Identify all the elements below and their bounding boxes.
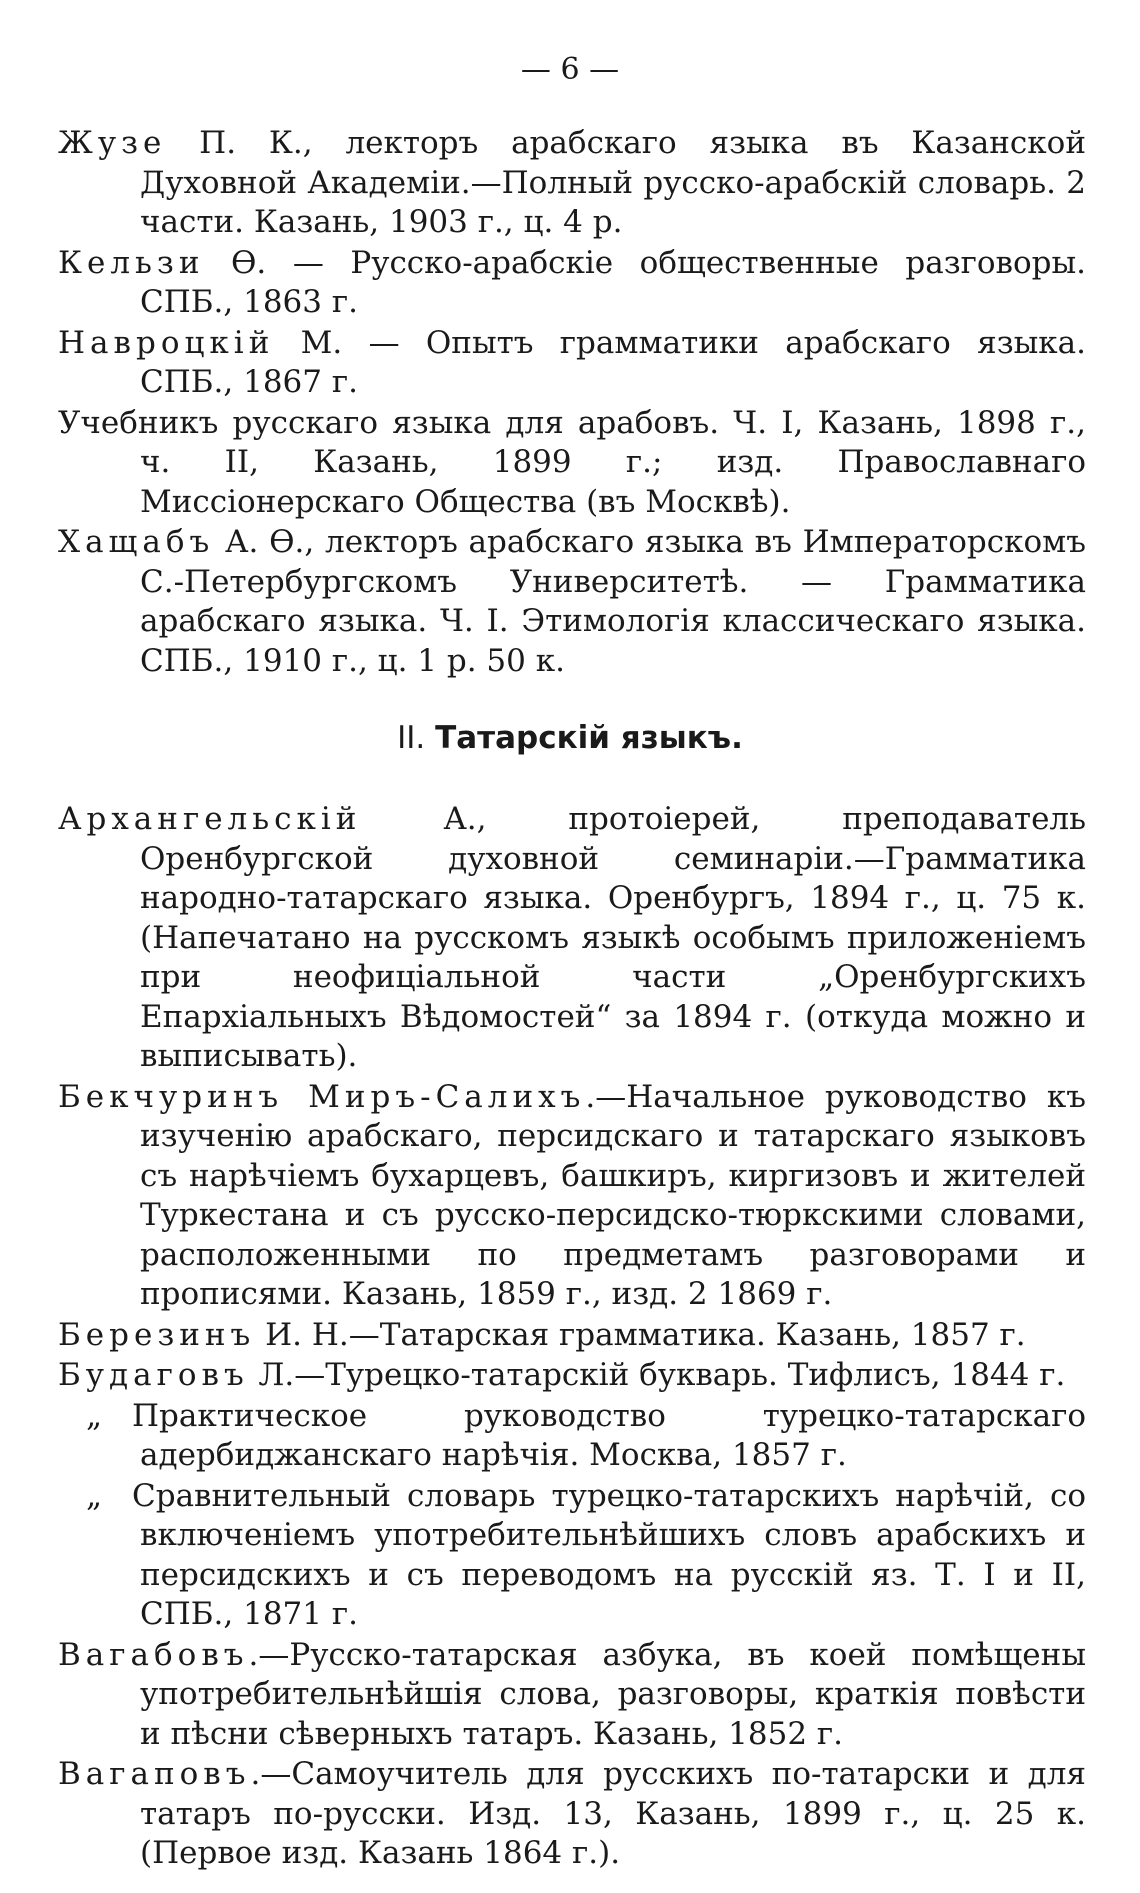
entry-author: Навроцкій: [58, 324, 275, 361]
entry-text: Практическое руководство турецко-татарскаго адербиджанскаго нарѣчія. Москва, 1857 г.: [132, 1397, 1086, 1473]
entry-author: Жузе: [58, 125, 167, 161]
entry-author: Вагаповъ: [58, 1756, 251, 1792]
bib-entry: [58, 1356, 1086, 1396]
bib-entry: [58, 124, 1086, 243]
bib-entry: [58, 800, 1086, 1077]
entry-text: Ѳ. — Русско-арабскіе общественные разговоры. СПБ., 1863 г.: [140, 244, 1086, 320]
bib-entry: [58, 523, 1086, 681]
entry-author: Березинъ: [58, 1316, 256, 1353]
entry-text: Сравнительный словарь турецко-татарскихъ нарѣчій, со включеніемъ употребительнѣйшихъ словъ арабскихъ и персидскихъ и съ переводомъ на русскій яз. Т. I и II, СПБ., 1871 г.: [132, 1477, 1086, 1632]
entries-list-arabic: [58, 124, 1086, 682]
bib-entry: [58, 324, 1086, 403]
ditto-mark: „: [86, 1397, 103, 1434]
page-number: — 6 —: [520, 52, 620, 87]
entry-text: П. К., лекторъ арабскаго языка въ Казанской Духовной Академіи.—Полный русско-арабскій словарь. 2 части. Казань, 1903 г., ц. 4 р.: [140, 125, 1086, 240]
entry-text: И. Н.—Татарская грамматика. Казань, 1857 г.: [255, 1316, 1026, 1353]
section-title-text: Татарскій языкъ.: [435, 720, 743, 756]
section-number: II.: [397, 720, 426, 756]
bib-entry-ditto: [58, 1397, 1086, 1476]
bib-entry: [58, 1636, 1086, 1755]
entry-text: .—Начальное руководство къ изученію арабскаго, персидскаго и татарскаго языковъ съ нарѣчіемъ бухарцевъ, башкиръ, киргизовъ и жителей Туркестана и съ русско-персидско-тюркскими словами, расположенными по предметамъ разговорами и прописями. Казань, 1859 г., изд. 2 1869 г.: [140, 1078, 1086, 1312]
entry-text: М. — Опытъ грамматики арабскаго языка. СПБ., 1867 г.: [140, 324, 1086, 400]
bib-entry: [58, 404, 1086, 523]
entry-author: Хащабъ: [58, 524, 215, 560]
bib-entry: [58, 244, 1086, 323]
bib-entry: [58, 1316, 1086, 1356]
entry-author: Вагабовъ: [58, 1636, 249, 1673]
entry-text: А. Ѳ., лекторъ арабскаго языка въ Императорскомъ С.-Петербургскомъ Университетѣ. — Грамматика арабскаго языка. Ч. I. Этимологія классическаго языка. СПБ., 1910 г., ц. 1 р. 50 к.: [140, 524, 1086, 679]
entry-author: Архангельскій: [58, 801, 362, 837]
bib-entry: [58, 1755, 1086, 1874]
entry-text: .—Самоучитель для русскихъ по-татарски и для татаръ по-русски. Изд. 13, Казань, 1899 г., ц. 25 к. (Первое изд. Казань 1864 г.).: [140, 1756, 1086, 1871]
entry-author: Бекчуринъ Миръ-Салихъ: [58, 1078, 586, 1115]
entry-text: .—Русско-татарская азбука, въ коей помѣщены употребительнѣйшія слова, разговоры, краткія повѣсти и пѣсни сѣверныхъ татаръ. Казань, 1852 г.: [140, 1636, 1086, 1752]
section-heading: [0, 720, 1140, 756]
entry-author: Будаговъ: [58, 1357, 249, 1393]
entry-text: Л.—Турецко-татарскій букварь. Тифлисъ, 1844 г.: [248, 1357, 1066, 1393]
entries-list-tatar: [58, 800, 1086, 1875]
entry-text: А., протоіерей, преподаватель Оренбургской духовной семинаріи.—Грамматика народно-татарскаго языка. Оренбургъ, 1894 г., ц. 75 к. (Напечатано на русскомъ языкѣ особымъ приложеніемъ при неофиціальной части „Оренбургскихъ Епархіальныхъ Вѣдомостей“ за 1894 г. (откуда можно и выписывать).: [140, 801, 1086, 1074]
bib-entry: [58, 1078, 1086, 1315]
entry-text: Учебникъ русскаго языка для арабовъ. Ч. I, Казань, 1898 г., ч. II, Казань, 1899 г.; изд. Православнаго Миссіонерскаго Общества (въ Москвѣ).: [58, 404, 1086, 520]
ditto-mark: „: [86, 1477, 103, 1514]
bib-entry-ditto: [58, 1477, 1086, 1635]
entry-author: Кельзи: [58, 244, 205, 281]
